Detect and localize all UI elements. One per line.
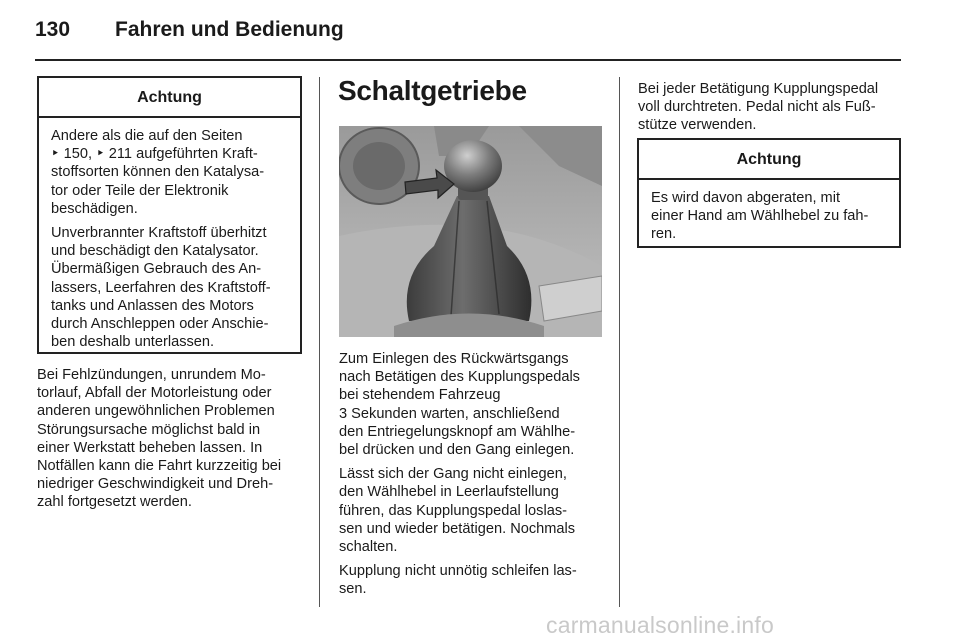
paragraph-gear-not-engaging [339,465,607,556]
warning-box-title: Achtung [39,78,300,118]
line: bei stehendem Fahrzeug [339,387,501,404]
warning-box-body [39,118,300,359]
line: Kupplung nicht unnötig schleifen las- [339,563,577,580]
gear-shift-illustration [339,126,602,337]
line: führen, das Kupplungspedal loslas- [339,502,567,519]
line: anderen ungewöhnlichen Problemen [37,403,275,420]
line: Zum Einlegen des Rückwärtsgangs [339,351,569,367]
line: durch Anschleppen oder Anschie- [51,316,269,333]
column-divider-left [319,77,320,607]
line: Bei jeder Betätigung Kupplungspedal [638,81,879,97]
warning-box-fuel [37,76,302,354]
warning-paragraph-fuel-types [51,127,290,218]
line: voll durchtreten. Pedal nicht als Fuß- [638,99,876,116]
header-rule [35,59,901,61]
section-heading: Schaltgetriebe [338,75,527,106]
line: Störungsursache möglichst bald in [37,421,261,438]
line: Lässt sich der Gang nicht einlegen, [339,466,567,483]
gear-shift-lever-photo [339,126,602,337]
line: stütze verwenden. [638,117,757,134]
column-divider-right [619,77,620,607]
paragraph-clutch-pedal [638,80,906,135]
line: ren. [651,226,677,243]
watermark: carmanualsonline.info [546,612,774,638]
line: ben deshalb unterlassen. [51,334,215,351]
line: Bei Fehlzündungen, unrundem Mo- [37,367,266,383]
line: tor oder Teile der Elektronik [51,182,229,199]
warning-box-title: Achtung [639,140,899,180]
line: und beschädigt den Katalysator. [51,243,259,260]
line: Notfällen kann die Fahrt kurzzeitig bei [37,458,282,475]
line: bel drücken und den Gang einlegen. [339,442,575,459]
line: Übermäßigen Gebrauch des An- [51,261,262,278]
paragraph-reverse-gear [339,350,607,459]
line: Unverbrannter Kraftstoff überhitzt [51,225,267,242]
paragraph-misfire [37,366,305,512]
line: beschädigen. [51,200,138,217]
page-reference-line: ‣ 150, ‣ 211 aufgeführten Kraft- [51,146,258,163]
line: den Entriegelungsknopf am Wählhe- [339,423,576,440]
line: zahl fortgesetzt werden. [37,494,192,511]
warning-box-body [639,180,899,252]
warning-paragraph-catalyst [51,224,290,351]
line: torlauf, Abfall der Motorleistung oder [37,385,272,402]
line: tanks und Anlassen des Motors [51,297,254,314]
line: schalten. [339,539,398,556]
paragraph-clutch-slip [339,562,607,598]
line: sen. [339,581,367,598]
warning-box-one-hand [637,138,901,248]
page-number: 130 [35,18,71,41]
middle-column-text [339,350,607,605]
line: sen und wieder betätigen. Nochmals [339,520,576,537]
line: Andere als die auf den Seiten [51,128,243,144]
line: stoffsorten können den Katalysa- [51,164,265,181]
line: nach Betätigen des Kupplungspedals [339,369,580,386]
line: lassers, Leerfahren des Kraftstoff- [51,279,271,296]
line: niedriger Geschwindigkeit und Dreh- [37,476,274,493]
line: Es wird davon abgeraten, mit [651,190,841,206]
line: einer Werkstatt beheben lassen. In [37,439,263,456]
chapter-title: Fahren und Bedienung [115,18,344,41]
line: 3 Sekunden warten, anschließend [339,405,560,422]
line: einer Hand am Wählhebel zu fah- [651,208,869,225]
line: den Wählhebel in Leerlaufstellung [339,484,559,501]
